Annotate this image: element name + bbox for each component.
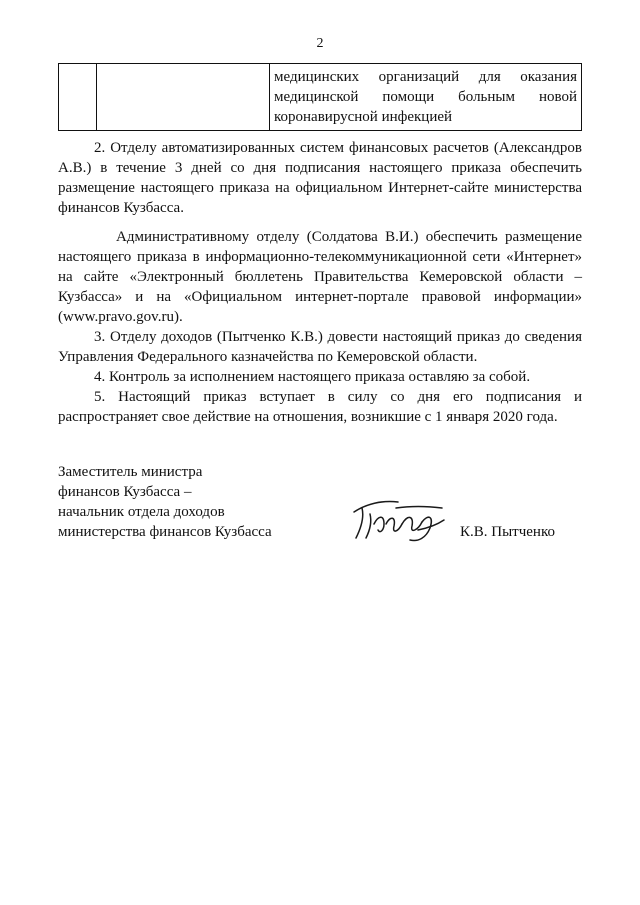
paragraph-item-2: 2. Отделу автоматизированных систем финансовых расчетов (Александров А.В.) в течение 3 дней со дня подписания настоящего приказа обеспечить размещение настоящего приказа на официальном Интернет-сайте министерства финансов Кузбасса. bbox=[58, 140, 582, 216]
signatory-title-line: министерства финансов Кузбасса bbox=[58, 524, 272, 540]
signatory-title-line: финансов Кузбасса – bbox=[58, 484, 192, 500]
order-body bbox=[58, 138, 582, 427]
signatory-title-line: Заместитель министра bbox=[58, 464, 203, 480]
table-cell-description: медицинских организаций для оказания медицинской помощи больным новой коронавирусной инфекцией bbox=[270, 64, 582, 131]
paragraph-admin-department: Административному отделу (Солдатова В.И.) обеспечить размещение настоящего приказа в информационно-телекоммуникационной сети «Интернет» на сайте «Электронный бюллетень Правительства Кемеровской области – Кузбасса» и на «Официальном интернет-портале правовой информации» (www.pravo.gov.ru). bbox=[58, 229, 582, 325]
table-cell-name bbox=[97, 64, 270, 131]
table-row bbox=[59, 64, 582, 131]
paragraph-item-5: 5. Настоящий приказ вступает в силу со дня его подписания и распространяет свое действие на отношения, возникшие с 1 января 2020 года. bbox=[58, 389, 582, 425]
table-cell-number bbox=[59, 64, 97, 131]
continuation-table bbox=[58, 63, 582, 131]
signature-block bbox=[58, 462, 582, 552]
paragraph-item-3: 3. Отделу доходов (Пытченко К.В.) довести настоящий приказ до сведения Управления Федерального казначейства по Кемеровской области. bbox=[58, 329, 582, 365]
handwritten-signature-icon bbox=[348, 494, 448, 544]
page-number: 2 bbox=[316, 36, 324, 51]
signatory-title-line: начальник отдела доходов bbox=[58, 504, 225, 520]
paragraph-item-4: 4. Контроль за исполнением настоящего приказа оставляю за собой. bbox=[94, 369, 531, 385]
signatory-name: К.В. Пытченко bbox=[460, 524, 555, 540]
